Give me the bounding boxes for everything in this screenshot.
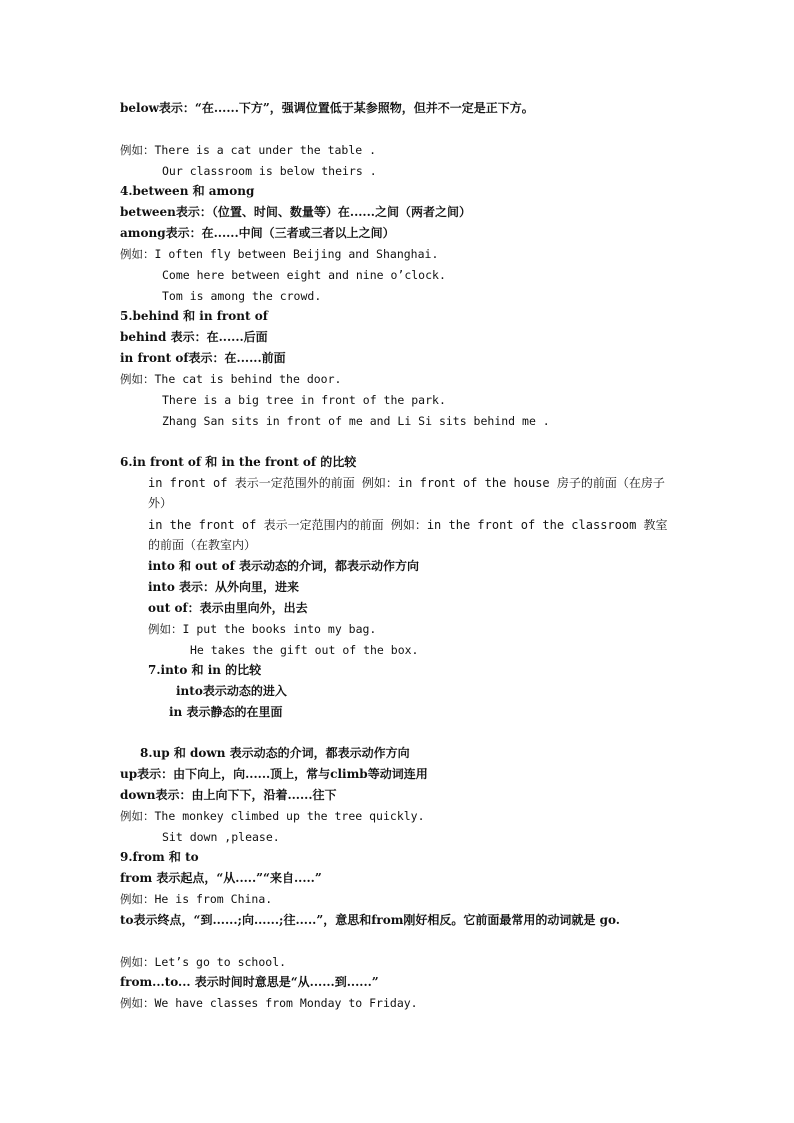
example-line: 例如：Let’s go to school. bbox=[120, 955, 287, 969]
example-line: Tom is among the crowd. bbox=[162, 289, 322, 303]
example-line: There is a big tree in front of the park. bbox=[162, 393, 446, 407]
definition-line: down表示：由上向下下，沿着......往下 bbox=[120, 788, 337, 802]
definition-line: to表示终点，“到......;向......;往.....”，意思和from刚好相反。它前面最常用的动词就是 go. bbox=[120, 913, 620, 927]
definition-line: into 表示：从外向里，进来 bbox=[148, 580, 300, 594]
example-line: Sit down ,please. bbox=[162, 830, 280, 844]
definition-line: into表示动态的进入 bbox=[176, 684, 287, 698]
definition-line: behind 表示：在......后面 bbox=[120, 330, 268, 344]
definition-line: in front of表示：在......前面 bbox=[120, 351, 286, 365]
section-heading: 4.between 和 among bbox=[120, 184, 255, 198]
example-line: 例如：There is a cat under the table . bbox=[120, 143, 377, 157]
example-line: Our classroom is below theirs . bbox=[162, 164, 377, 178]
definition-line: into 和 out of 表示动态的介词，都表示动作方向 bbox=[148, 559, 419, 573]
example-line: Come here between eight and nine o’clock. bbox=[162, 268, 446, 282]
definition-line: among表示：在......中间（三者或三者以上之间） bbox=[120, 226, 395, 240]
definition-line: up表示：由下向上，向......顶上，常与climb等动词连用 bbox=[120, 767, 428, 781]
example-line: Zhang San sits in front of me and Li Si sits behind me . bbox=[162, 414, 550, 428]
section-heading: 8.up 和 down 表示动态的介词，都表示动作方向 bbox=[140, 746, 410, 760]
section-heading: 6.in front of 和 in the front of 的比较 bbox=[120, 455, 357, 469]
section-heading: 5.behind 和 in front of bbox=[120, 309, 268, 323]
definition-line: out of：表示由里向外，出去 bbox=[148, 601, 308, 615]
comparison-line: in front of 表示一定范围外的前面 例如：in front of the house 房子的前面（在房子外） bbox=[148, 476, 665, 510]
example-line: 例如：The monkey climbed up the tree quickly. bbox=[120, 809, 425, 823]
example-line: 例如：The cat is behind the door. bbox=[120, 372, 342, 386]
section-heading: 9.from 和 to bbox=[120, 850, 199, 864]
example-line: 例如：I often fly between Beijing and Shanghai. bbox=[120, 247, 439, 261]
definition-line: between表示：（位置、时间、数量等）在......之间（两者之间） bbox=[120, 205, 471, 219]
comparison-line: in the front of 表示一定范围内的前面 例如：in the front of the classroom 教室的前面（在教室内） bbox=[148, 518, 668, 552]
definition-line: in 表示静态的在里面 bbox=[169, 705, 283, 719]
example-line: 例如：He is from China. bbox=[120, 892, 273, 906]
definition-line: from 表示起点，“从.....”“来自.....” bbox=[120, 871, 322, 885]
definition-line: from...to... 表示时间时意思是“从......到......” bbox=[120, 975, 379, 989]
section-heading: 7.into 和 in 的比较 bbox=[148, 663, 262, 677]
example-line: 例如：I put the books into my bag. bbox=[148, 622, 377, 636]
example-line: 例如：We have classes from Monday to Friday. bbox=[120, 996, 418, 1010]
example-line: He takes the gift out of the box. bbox=[190, 643, 419, 657]
below-definition: below表示：“在......下方”，强调位置低于某参照物，但并不一定是正下方。 bbox=[120, 101, 534, 115]
